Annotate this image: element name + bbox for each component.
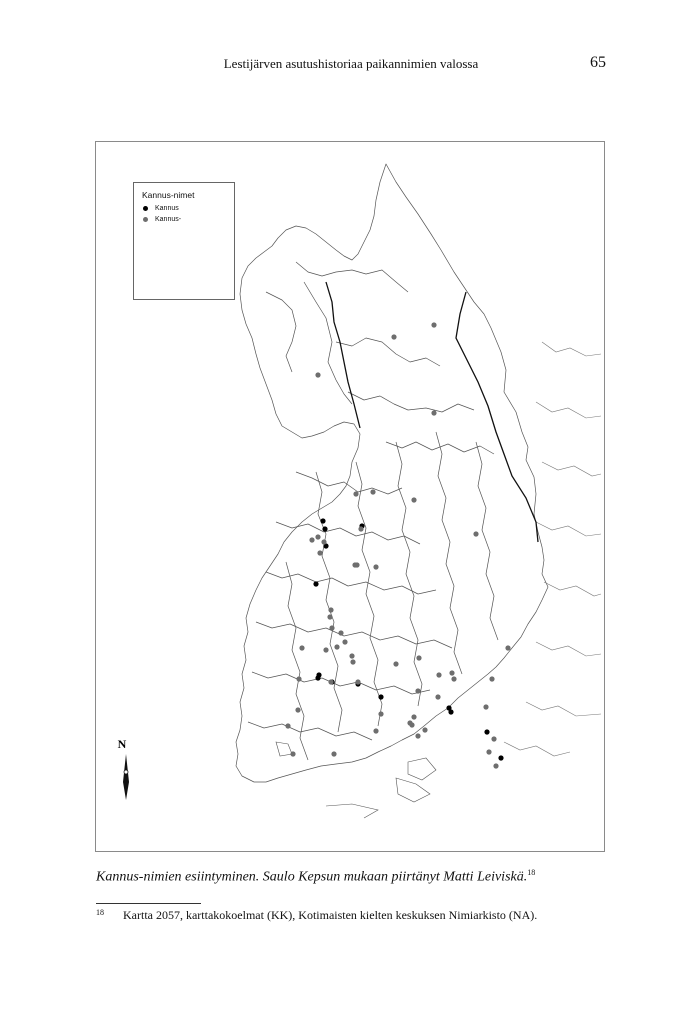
kannus-prefix-dot <box>331 751 336 756</box>
map-figure <box>95 141 605 852</box>
map-outline <box>236 164 548 782</box>
figure-caption <box>96 868 535 886</box>
kannus-prefix-dot <box>436 672 441 677</box>
kannus-prefix-dot <box>355 679 360 684</box>
kannus-prefix-dot <box>329 625 334 630</box>
kannus-prefix-dot <box>342 639 347 644</box>
running-head <box>96 54 606 74</box>
kannus-prefix-dot <box>370 489 375 494</box>
legend-label: Kannus <box>155 205 179 212</box>
kannus-dot <box>313 581 318 586</box>
kannus-prefix-dot <box>409 722 414 727</box>
neighbour-country-lines <box>504 342 601 756</box>
legend-item-kannus-prefix <box>143 216 181 223</box>
kannus-prefix-dot <box>353 491 358 496</box>
kannus-prefix-dot <box>491 736 496 741</box>
kannus-prefix-dot <box>415 733 420 738</box>
page-number: 65 <box>590 54 606 71</box>
compass-letter: N <box>117 737 127 751</box>
kannus-prefix-dot <box>285 723 290 728</box>
caption-note-ref: 18 <box>527 868 536 877</box>
footnote <box>96 908 537 923</box>
kannus-prefix-dot <box>473 531 478 536</box>
kannus-dot <box>484 729 489 734</box>
kannus-prefix-dot <box>411 497 416 502</box>
kannus-prefix-dot <box>435 694 440 699</box>
kannus-prefix-dot <box>391 334 396 339</box>
grey-dot-icon <box>143 217 148 222</box>
kannus-prefix-dot <box>349 653 354 658</box>
kannus-prefix-dot <box>290 751 295 756</box>
kannus-dot <box>316 672 321 677</box>
place-name-dots <box>285 322 510 768</box>
kannus-prefix-dot <box>486 749 491 754</box>
compass-center <box>124 770 128 774</box>
footnote-number: 18 <box>96 908 104 917</box>
kannus-prefix-dot <box>315 534 320 539</box>
kannus-prefix-dot <box>334 644 339 649</box>
kannus-dot <box>448 709 453 714</box>
kannus-prefix-dot <box>323 647 328 652</box>
kannus-prefix-dot <box>317 550 322 555</box>
footnote-rule <box>96 903 201 904</box>
kannus-prefix-dot <box>295 707 300 712</box>
kannus-prefix-dot <box>315 372 320 377</box>
kannus-dot <box>320 518 325 523</box>
kannus-prefix-dot <box>451 676 456 681</box>
kannus-prefix-dot <box>350 659 355 664</box>
kannus-dot <box>498 755 503 760</box>
legend-title: Kannus-nimet <box>142 190 195 200</box>
kannus-prefix-dot <box>338 630 343 635</box>
kannus-prefix-dot <box>354 562 359 567</box>
kannus-dot <box>378 694 383 699</box>
kannus-prefix-dot <box>415 688 420 693</box>
kannus-prefix-dot <box>299 645 304 650</box>
kannus-prefix-dot <box>493 763 498 768</box>
kannus-dot <box>322 526 327 531</box>
kannus-prefix-dot <box>321 539 326 544</box>
caption-text: Kannus-nimien esiintyminen. Saulo Kepsun mukaan piirtänyt Matti Leiviskä. <box>96 869 528 885</box>
legend-label: Kannus- <box>155 216 182 223</box>
north-arrow-icon <box>123 754 129 800</box>
islands <box>276 742 436 818</box>
north-arrow <box>118 737 129 800</box>
kannus-prefix-dot <box>483 704 488 709</box>
kannus-prefix-dot <box>373 728 378 733</box>
kannus-prefix-dot <box>449 670 454 675</box>
kannus-prefix-dot <box>327 614 332 619</box>
kannus-prefix-dot <box>296 676 301 681</box>
legend-item-kannus <box>143 205 179 212</box>
kannus-prefix-dot <box>431 322 436 327</box>
kannus-prefix-dot <box>431 410 436 415</box>
kannus-prefix-dot <box>411 714 416 719</box>
kannus-prefix-dot <box>505 645 510 650</box>
footnote-text: Kartta 2057, karttakokoelmat (KK), Kotimaisten kielten keskuksen Nimiarkisto (NA). <box>123 908 538 922</box>
running-title: Lestijärven asutushistoriaa paikannimien valossa <box>223 56 479 71</box>
kannus-prefix-dot <box>358 526 363 531</box>
kannus-prefix-dot <box>378 711 383 716</box>
kannus-prefix-dot <box>393 661 398 666</box>
kannus-prefix-dot <box>373 564 378 569</box>
kannus-prefix-dot <box>309 537 314 542</box>
kannus-prefix-dot <box>422 727 427 732</box>
kannus-prefix-dot <box>328 607 333 612</box>
legend <box>133 182 235 300</box>
kannus-prefix-dot <box>416 655 421 660</box>
kannus-prefix-dot <box>328 679 333 684</box>
kannus-prefix-dot <box>489 676 494 681</box>
black-dot-icon <box>143 206 148 211</box>
